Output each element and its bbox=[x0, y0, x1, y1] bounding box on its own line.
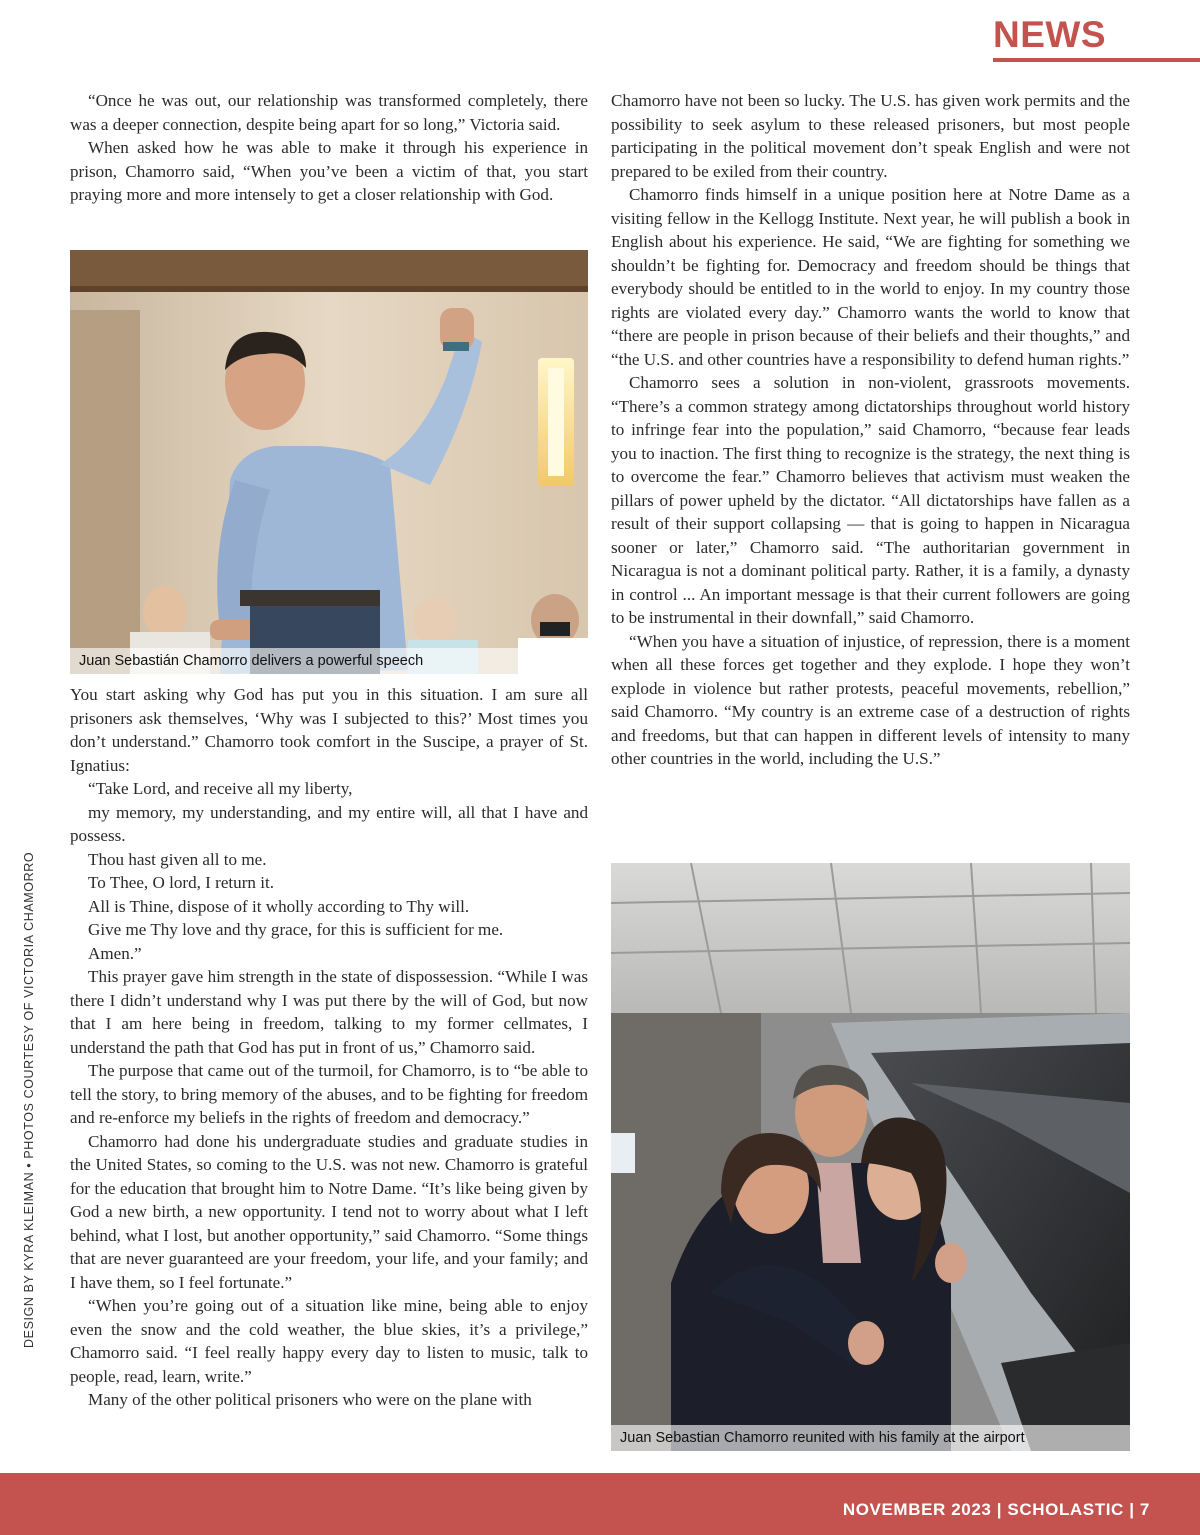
column-2 bbox=[611, 89, 1130, 771]
airport-photo bbox=[611, 863, 1130, 1451]
paragraph: Chamorro had done his undergraduate studies and graduate studies in the United States, so coming to the U.S. was not new. Chamorro is grateful for the education that brought him to Notre Dame. “It’s like being given by God a new birth, a new opportunity. I tend not to worry about what I left behind, what I lost, but another opportunity,” said Chamorro. “Some things that are never guaranteed are your freedom, your life, and your family; and I have them, so I feel fortunate.” bbox=[70, 1131, 588, 1292]
prayer-line: To Thee, O lord, I return it. bbox=[88, 873, 274, 892]
paragraph: “When you have a situation of injustice, of repression, there is a moment when all these forces get together and they explode. I hope they won’t explode in violence but rather protests, peaceful movements, rebellion,” said Chamorro. “My country is an extreme case of a destruction of rights and freedoms, but that can happen in different levels of intensity to many other countries in the world, including the U.S.” bbox=[611, 631, 1130, 768]
photo-credit: DESIGN BY KYRA KLEIMAN • PHOTOS COURTESY OF VICTORIA CHAMORRO bbox=[22, 851, 36, 1348]
photo-caption: Juan Sebastián Chamorro delivers a powerful speech bbox=[70, 648, 588, 674]
speech-photo bbox=[70, 250, 588, 674]
footer-text: NOVEMBER 2023 | SCHOLASTIC | 7 bbox=[842, 1500, 1150, 1519]
paragraph: Chamorro sees a solution in non-violent, grassroots movements. “There’s a common strategy among dictatorships throughout world history to infringe fear into the population,” said Chamorro, “because fear leads you to inaction. The first thing to recognize is the strategy, the next thing is to overcome the fear.” Chamorro believes that activism must weaken the pillars of power upheld by the dictator. “All dictatorships have fallen as a result of their support collapsing — that is going to happen in Nicaragua sooner or later,” Chamorro said. “The authoritarian government in Nicaragua is not a dominant political party. Rather, it is a family, a dynasty in control ... An important message is that their current followers are going to be instrumental in their downfall,” said Chamorro. bbox=[611, 373, 1130, 627]
paragraph: “When you’re going out of a situation like mine, being able to enjoy even the snow and the cold weather, the blue skies, it’s a privilege,” Chamorro said. “I feel really happy every day to listen to music, talk to people, read, learn, write.” bbox=[70, 1296, 588, 1386]
photo-caption: Juan Sebastian Chamorro reunited with his family at the airport bbox=[611, 1425, 1130, 1451]
paragraph: The purpose that came out of the turmoil, for Chamorro, is to “be able to tell the story, to bring memory of the abuses, and to be fighting for freedom and re-enforce my beliefs in the rights of freedom and democracy.” bbox=[70, 1061, 588, 1127]
column-1-top bbox=[70, 89, 588, 207]
paragraph: You start asking why God has put you in this situation. I am sure all prisoners ask themselves, ‘Why was I subjected to this?’ Most times you don’t understand.” Chamorro took comfort in the Suscipe, a prayer of St. Ignatius: bbox=[70, 685, 588, 775]
section-label: NEWS bbox=[993, 14, 1106, 55]
footer-bar bbox=[0, 1473, 1200, 1535]
prayer-line: my memory, my understanding, and my entire will, all that I have and possess. bbox=[70, 802, 588, 845]
paragraph: This prayer gave him strength in the state of dispossession. “While I was there I didn’t understand why I was put there by the will of God, but now that I am here being in freedom, talking to my former cellmates, I understand the path that God has put in front of us,” Chamorro said. bbox=[70, 967, 588, 1057]
prayer-line: Thou hast given all to me. bbox=[88, 849, 267, 869]
speech-photo-image bbox=[70, 250, 588, 674]
airport-photo-image bbox=[611, 863, 1130, 1451]
paragraph: Chamorro have not been so lucky. The U.S. has given work permits and the possibility to seek asylum to these released prisoners, but most people participating in the political movement don’t speak English and were not prepared to be exiled from their country. bbox=[611, 91, 1130, 181]
paragraph: Chamorro finds himself in a unique position here at Notre Dame as a visiting fellow in the Kellogg Institute. Next year, he will publish a book in English about his experience. He said, “We are fighting for something we shouldn’t be fighting for. Democracy and freedom should be things that everybody should be entitled to in the world to enjoy. In my country those rights are violated every day.” Chamorro wants the world to know that “there are people in prison because of their beliefs and their thoughts,” and “the U.S. and other countries have a responsibility to defend human rights.” bbox=[611, 185, 1130, 369]
section-rule bbox=[993, 58, 1200, 62]
column-1-bottom bbox=[70, 683, 588, 1412]
paragraph: Many of the other political prisoners who were on the plane with bbox=[88, 1390, 532, 1409]
prayer-line: “Take Lord, and receive all my liberty, bbox=[88, 779, 353, 798]
paragraph: When asked how he was able to make it through his experience in prison, Chamorro said, “When you’ve been a victim of that, you start praying more and more intensely to get a closer relationship with God. bbox=[70, 138, 588, 204]
prayer-line: Give me Thy love and thy grace, for this is sufficient for me. bbox=[88, 920, 504, 939]
paragraph: “Once he was out, our relationship was transformed completely, there was a deeper connection, despite being apart for so long,” Victoria said. bbox=[70, 91, 588, 134]
prayer-line: Amen.” bbox=[88, 943, 142, 963]
prayer-line: All is Thine, dispose of it wholly according to Thy will. bbox=[88, 896, 470, 916]
